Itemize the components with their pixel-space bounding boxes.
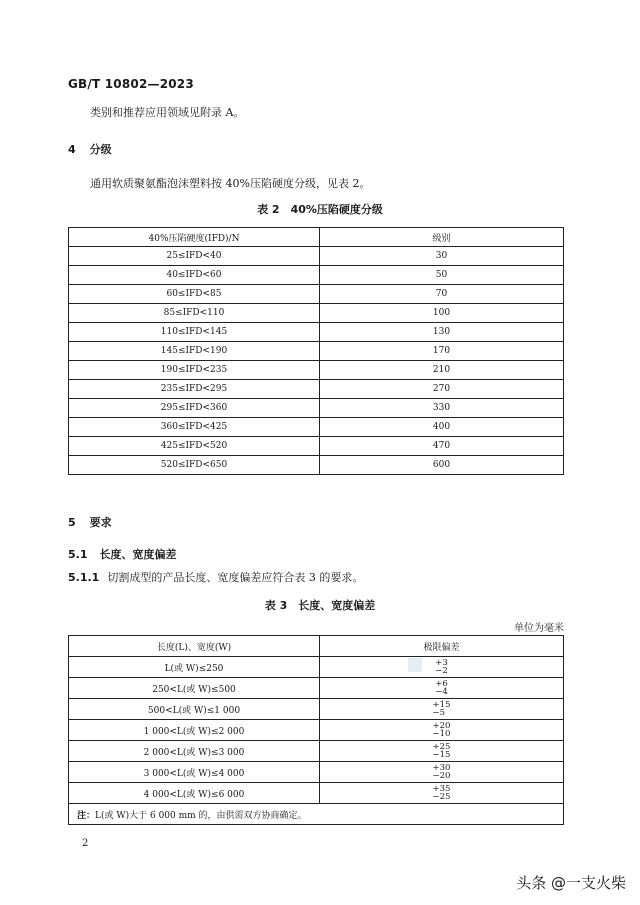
deviation-cell [320, 741, 564, 762]
table-cell: 3 000<L(或 W)≤4 000 [69, 762, 320, 783]
section-number: 5.1.1 [68, 571, 100, 584]
paragraph-text: 切割成型的产品长度、宽度偏差应符合表 3 的要求。 [107, 571, 364, 584]
table-cell: 330 [320, 399, 564, 418]
plus-deviation: +15 [432, 699, 451, 710]
column-header: 40%压陷硬度(IFD)/N [69, 228, 320, 247]
table-header-row [69, 636, 564, 657]
table-note-row [69, 804, 564, 825]
table-cell: 360≤IFD<425 [69, 418, 320, 437]
table-row [69, 657, 564, 678]
deviation-cell [320, 657, 564, 678]
plus-deviation: +30 [432, 762, 451, 773]
table-row [69, 399, 564, 418]
table-cell: 425≤IFD<520 [69, 437, 320, 456]
table-cell: 520≤IFD<650 [69, 456, 320, 475]
plus-deviation: +6 [435, 678, 448, 689]
section-5-1-1-paragraph [68, 569, 363, 585]
plus-deviation: +35 [432, 783, 451, 794]
minus-deviation: −4 [435, 686, 448, 697]
table-cell: 235≤IFD<295 [69, 380, 320, 399]
minus-deviation: −20 [432, 770, 451, 781]
table-cell: 145≤IFD<190 [69, 342, 320, 361]
table-row [69, 762, 564, 783]
minus-deviation: −10 [432, 728, 451, 739]
table-cell: 60≤IFD<85 [69, 285, 320, 304]
standard-code: GB/T 10802—2023 [68, 77, 194, 91]
table-row [69, 380, 564, 399]
table-cell: 170 [320, 342, 564, 361]
table-cell: 25≤IFD<40 [69, 247, 320, 266]
column-header: 长度(L)、宽度(W) [69, 636, 320, 657]
deviation-cell [320, 699, 564, 720]
table-cell: 500<L(或 W)≤1 000 [69, 699, 320, 720]
table-cell: 210 [320, 361, 564, 380]
table-row [69, 456, 564, 475]
deviation-cell [320, 678, 564, 699]
plus-deviation: +3 [435, 657, 448, 668]
deviation-cell [320, 783, 564, 804]
plus-deviation: +25 [432, 741, 451, 752]
minus-deviation: −5 [432, 707, 446, 718]
table-cell: 470 [320, 437, 564, 456]
table-cell: 85≤IFD<110 [69, 304, 320, 323]
watermark: 头条 @一支火柴 [516, 874, 626, 892]
table-row [69, 437, 564, 456]
table-cell: 70 [320, 285, 564, 304]
table-row [69, 741, 564, 762]
table-cell: 295≤IFD<360 [69, 399, 320, 418]
table-cell: 270 [320, 380, 564, 399]
table-cell: 4 000<L(或 W)≤6 000 [69, 783, 320, 804]
table-cell: 190≤IFD<235 [69, 361, 320, 380]
intro-paragraph: 类别和推荐应用领域见附录 A。 [90, 106, 245, 119]
table-row [69, 418, 564, 437]
table-cell: 250<L(或 W)≤500 [69, 678, 320, 699]
minus-deviation: −2 [435, 665, 448, 676]
note-text: L(或 W)大于 6 000 mm 的，由供需双方协商确定。 [95, 810, 307, 821]
section-title: 要求 [89, 516, 112, 529]
table-3-caption: 表 3 长度、宽度偏差 [264, 599, 376, 612]
table-cell: L(或 W)≤250 [69, 657, 320, 678]
plus-deviation: +20 [432, 720, 451, 731]
section-5-heading [68, 514, 112, 530]
minus-deviation: −25 [432, 791, 451, 802]
table-row [69, 285, 564, 304]
minus-deviation: −15 [432, 749, 451, 760]
section-title: 长度、宽度偏差 [99, 548, 177, 561]
deviation-cell [320, 720, 564, 741]
note-label: 注： [77, 810, 96, 821]
table-3-unit: 单位为毫米 [514, 623, 564, 634]
table-cell: 400 [320, 418, 564, 437]
deviation-cell [320, 762, 564, 783]
table-header-row [69, 228, 564, 247]
section-number: 5 [68, 516, 76, 529]
table-row [69, 323, 564, 342]
table-cell: 110≤IFD<145 [69, 323, 320, 342]
table-row [69, 678, 564, 699]
table-row [69, 699, 564, 720]
table-note [69, 804, 564, 825]
table-2-caption: 表 2 40%压陷硬度分级 [257, 203, 383, 216]
table-cell: 30 [320, 247, 564, 266]
column-header: 极限偏差 [320, 636, 564, 657]
table-row [69, 720, 564, 741]
table-cell: 50 [320, 266, 564, 285]
table-3 [68, 635, 564, 825]
section-4-heading [68, 141, 112, 157]
table-row [69, 783, 564, 804]
page-number: 2 [82, 838, 89, 849]
column-header: 级别 [320, 228, 564, 247]
table-cell: 2 000<L(或 W)≤3 000 [69, 741, 320, 762]
table-row [69, 266, 564, 285]
table-row [69, 361, 564, 380]
table-cell: 1 000<L(或 W)≤2 000 [69, 720, 320, 741]
section-number: 4 [68, 143, 76, 156]
table-2 [68, 227, 564, 475]
table-row [69, 342, 564, 361]
table-cell: 130 [320, 323, 564, 342]
table-row [69, 304, 564, 323]
table-cell: 600 [320, 456, 564, 475]
section-5-1-heading [68, 546, 177, 562]
table-cell: 100 [320, 304, 564, 323]
section-number: 5.1 [68, 548, 88, 561]
section-4-paragraph: 通用软质聚氨酯泡沫塑料按 40%压陷硬度分级，见表 2。 [90, 177, 371, 190]
section-title: 分级 [89, 143, 112, 156]
table-row [69, 247, 564, 266]
table-cell: 40≤IFD<60 [69, 266, 320, 285]
